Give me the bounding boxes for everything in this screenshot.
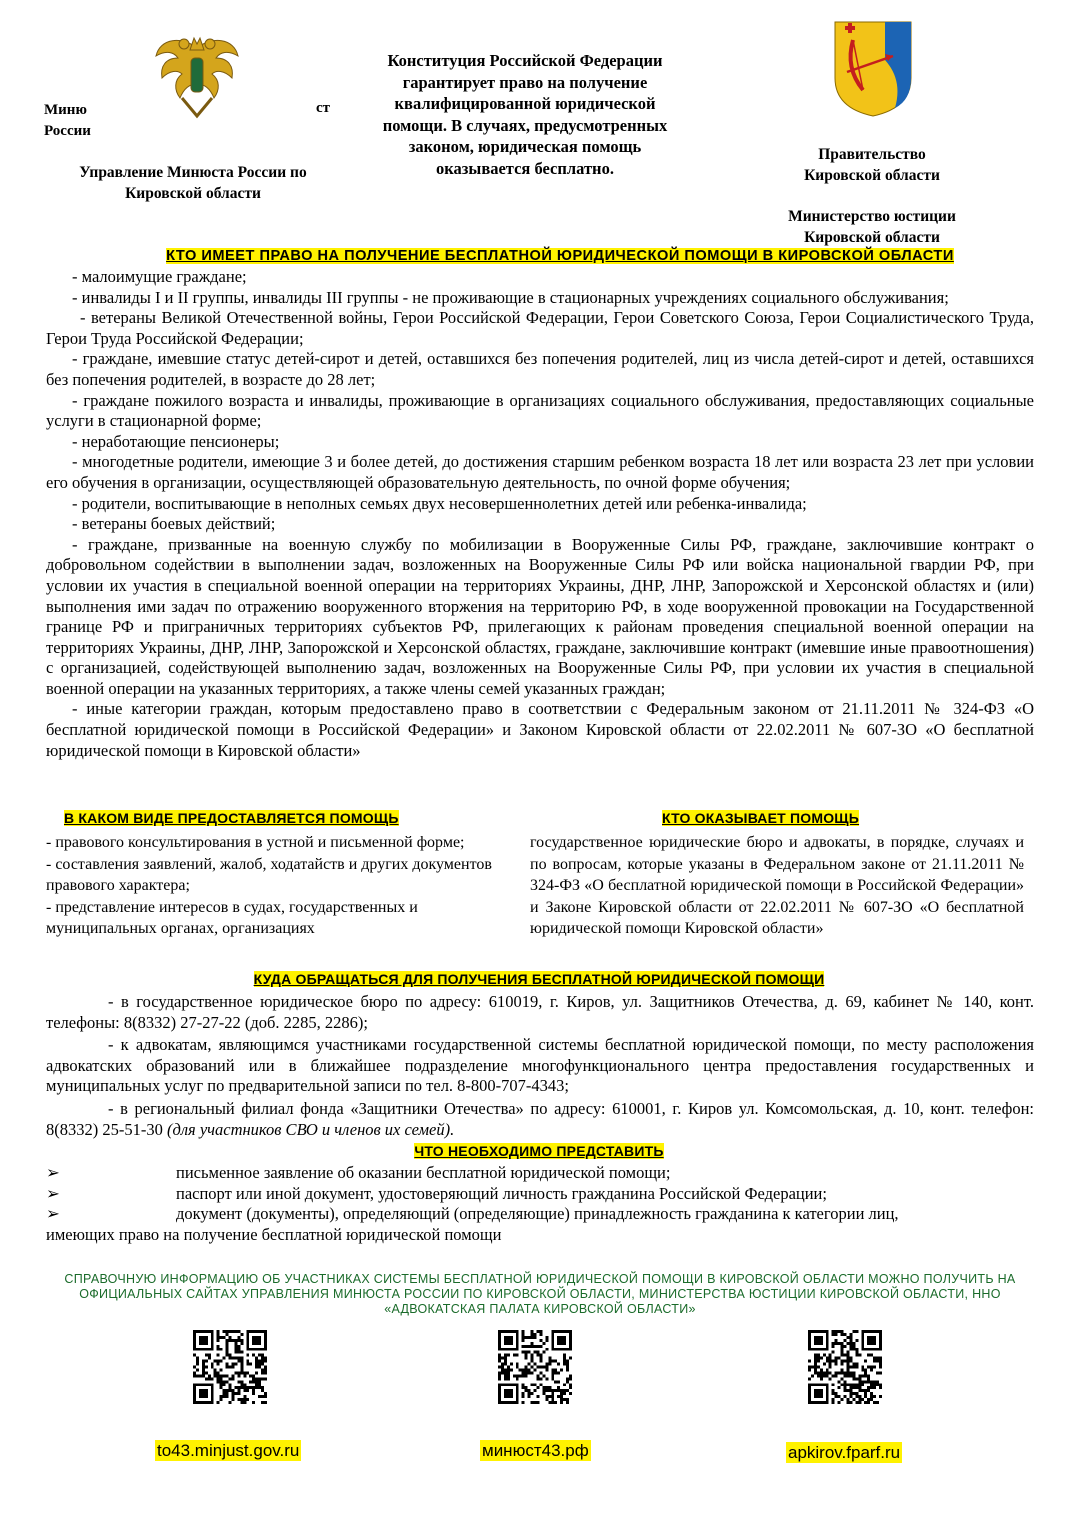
ministry-label: Министерство юстиции Кировской области: [788, 208, 956, 246]
arrow-bullet-icon: ➢: [46, 1183, 60, 1203]
constitution-text: Конституция Российской Федерации гарантирует право на получение квалифицированной юридической помощи. В случаях, предусмотренных законом, юридическая помощь оказывается бесплатно.: [382, 51, 668, 178]
who-list: [46, 267, 1034, 761]
qr-icon: [498, 1330, 572, 1404]
needed-item: [46, 1184, 1034, 1205]
who-section-title-wrap: [44, 247, 1076, 265]
who-item: - родители, воспитывающие в неполных семьях двух несовершеннолетних детей или ребенка-инвалида;: [72, 493, 807, 513]
arrow-bullet-icon: ➢: [46, 1204, 60, 1224]
who-item: - ветераны Великой Отечественной войны, Герои Российской Федерации, Герои Советского Союза, Герои Социалистического Труда, Герои Труда Российской Федерации;: [46, 308, 1034, 348]
qr-code-3[interactable]: [808, 1330, 882, 1404]
arrow-bullet-icon: ➢: [46, 1163, 60, 1182]
site-link-3[interactable]: apkirov.fparf.ru: [788, 1443, 901, 1462]
provider-title-wrap: [662, 810, 859, 828]
qr-code-1[interactable]: [193, 1330, 267, 1404]
form-item: - представление интересов в судах, государственных и муниципальных органах, организациях: [46, 898, 418, 938]
site-link-2[interactable]: минюст43.рф: [482, 1441, 589, 1460]
who-item: - ветераны боевых действий;: [72, 514, 276, 534]
minjust-left-text: Миню: [44, 102, 87, 118]
minjust-dept: Управление Минюста России по Кировской области: [79, 164, 307, 202]
site-link-1[interactable]: to43.minjust.gov.ru: [157, 1441, 300, 1460]
who-item: - малоимущие граждане;: [72, 267, 247, 286]
form-title-wrap: [64, 810, 399, 828]
minjust-left-text2: России: [44, 123, 91, 139]
who-item: - многодетные родители, имеющие 3 и более детей, до достижения старшим ребенком возраста 18 лет или возраста 23 лет при условии его обучения в организации, осуществляющей образовательную деятельность, по очной форме обучения;: [46, 452, 1034, 492]
footer-info: СПРАВОЧНУЮ ИНФОРМАЦИЮ ОБ УЧАСТНИКАХ СИСТЕМЫ БЕСПЛАТНОЙ ЮРИДИЧЕСКОЙ ПОМОЩИ В КИРОВСКОЙ ОБЛАСТИ МОЖНО ПОЛУЧИТЬ НА ОФИЦИАЛЬНЫХ САЙТАХ УПРАВЛЕНИЯ МИНЮСТА РОССИИ ПО КИРОВСКОЙ ОБЛАСТИ, МИНИСТЕРСТВА ЮСТИЦИИ КИРОВСКОЙ ОБЛАСТИ, ННО «АДВОКАТСКАЯ ПАЛАТА КИРОВСКОЙ ОБЛАСТИ»: [64, 1272, 1016, 1316]
needed-list: [46, 1163, 1034, 1245]
where-section-title: КУДА ОБРАЩАТЬСЯ ДЛЯ ПОЛУЧЕНИЯ БЕСПЛАТНОЙ ЮРИДИЧЕСКОЙ ПОМОЩИ: [253, 971, 825, 987]
needed-item-text: документ (документы), определяющий (определяющие) принадлежность гражданина к категории лиц,: [176, 1204, 899, 1224]
kirov-coat-of-arms: [833, 20, 913, 118]
qr-icon: [808, 1330, 882, 1404]
where-list: [46, 992, 1034, 1140]
where-item3-text: - в региональный филиал фонда «Защитники Отечества» по адресу: 610001, г. Киров ул. Комсомольская, д. 10, конт. телефон: 8(8332) 25-51-30: [46, 1098, 1034, 1139]
qr-icon: [193, 1330, 267, 1404]
needed-item-text: письменное заявление об оказании бесплатной юридической помощи;: [176, 1163, 671, 1182]
who-item: - инвалиды I и II группы, инвалиды III группы - не проживающие в стационарных учреждениях социального обслуживания;: [72, 287, 949, 307]
where-item3-note: (для участников СВО и членов их семей).: [166, 1119, 455, 1139]
needed-title-wrap: [44, 1143, 1034, 1161]
minjust-emblem: [152, 28, 242, 120]
needed-item: [46, 1163, 1034, 1184]
where-item: - к адвокатам, являющимся участниками государственной системы бесплатной юридической помощи, по месту расположения адвокатских образований или в ближайшее подразделение многофункционального центра предоставления государственных и муниципальных услуг по предварительной записи по тел. 8-800-707-4343;: [46, 1035, 1034, 1096]
needed-item-cont: имеющих право на получение бесплатной юридической помощи: [46, 1224, 502, 1244]
form-item: - составления заявлений, жалоб, ходатайств и других документов правового характера;: [46, 855, 492, 895]
site-link-1-wrap: [155, 1441, 301, 1461]
who-item: - граждане пожилого возраста и инвалиды, проживающие в организациях социального обслуживания, предоставляющих социальные услуги в стационарной форме;: [46, 390, 1034, 431]
who-item: - граждане, призванные на военную службу по мобилизации в Вооруженные Силы РФ, граждане, заключившие контракт о добровольном содействии в выполнении задач, возложенных на Вооруженные Силы РФ или войска национальной гвардии РФ, при условии их участия в специальной военной операции на территориях Украины, ДНР, ЛНР, Запорожской и Херсонской областях и (или) выполнения ими задач по отражению вооруженного вторжения на территорию РФ, в ходе вооруженной провокации на Государственной границе РФ и приграничных территориях субъектов РФ, прилегающих к районам проведения специальной военной операции на территориях Украины, ДНР, ЛНР, Запорожской и Херсонской областях, граждане, заключившие контракт (имевшие иные правоотношения) с организацией, содействующей выполнению задач, возложенных на Вооруженные Силы РФ, при условии их участия в специальной военной операции на указанных территориях, а также члены семей указанных граждан;: [46, 534, 1034, 698]
form-item: - правового консультирования в устной и письменной форме;: [46, 834, 465, 851]
gov-label: Правительство Кировской области: [804, 146, 940, 184]
site-link-3-wrap: [786, 1443, 902, 1463]
minjust-label-left: [44, 100, 91, 142]
needed-section-title: ЧТО НЕОБХОДИМО ПРЕДСТАВИТЬ: [414, 1143, 664, 1159]
needed-item: [46, 1204, 1034, 1225]
who-item: - иные категории граждан, которым предоставлено право в соответствии с Федеральным законом от 21.11.2011 № 324-ФЗ «О бесплатной юридической помощи в Российской Федерации» и Законом Кировской области от 22.02.2011 № 607-ЗО «О бесплатной юридической помощи в Кировской области»: [46, 699, 1034, 760]
form-section-title: В КАКОМ ВИДЕ ПРЕДОСТАВЛЯЕТСЯ ПОМОЩЬ: [64, 810, 399, 826]
provider-section-title: КТО ОКАЗЫВАЕТ ПОМОЩЬ: [662, 810, 860, 826]
who-item: - граждане, имевшие статус детей-сирот и детей, оставшихся без попечения родителей, лиц из числа детей-сирот и детей, оставшихся без попечения родителей, в возрасте до 28 лет;: [46, 349, 1034, 389]
who-item: - неработающие пенсионеры;: [72, 431, 280, 451]
where-title-wrap: [44, 971, 1034, 989]
site-link-2-wrap: [480, 1441, 591, 1461]
form-list: [46, 832, 494, 940]
who-section-title: КТО ИМЕЕТ ПРАВО НА ПОЛУЧЕНИЕ БЕСПЛАТНОЙ ЮРИДИЧЕСКОЙ ПОМОЩИ В КИРОВСКОЙ ОБЛАСТИ: [166, 248, 954, 264]
where-item: - в государственное юридическое бюро по адресу: 610019, г. Киров, ул. Защитников Отечества, д. 69, кабинет № 140, конт. телефоны: 8(8332) 27-27-22 (доб. 2285, 2286);: [46, 992, 1034, 1032]
where-item: [46, 1099, 1034, 1140]
qr-code-2[interactable]: [498, 1330, 572, 1404]
needed-item-text: паспорт или иной документ, удостоверяющий личность гражданина Российской Федерации;: [176, 1183, 827, 1203]
minjust-label-right: ст: [316, 100, 331, 116]
provider-text: государственное юридические бюро и адвокаты, в порядке, случаях и по вопросам, которые указаны в Федеральном законе от 21.11.2011 № 324-ФЗ «О бесплатной юридической помощи в Российской Федерации» и Законе Кировской области от 22.02.2011 № 607-ЗО «О бесплатной юридической помощи Кировской области»: [530, 834, 1024, 938]
